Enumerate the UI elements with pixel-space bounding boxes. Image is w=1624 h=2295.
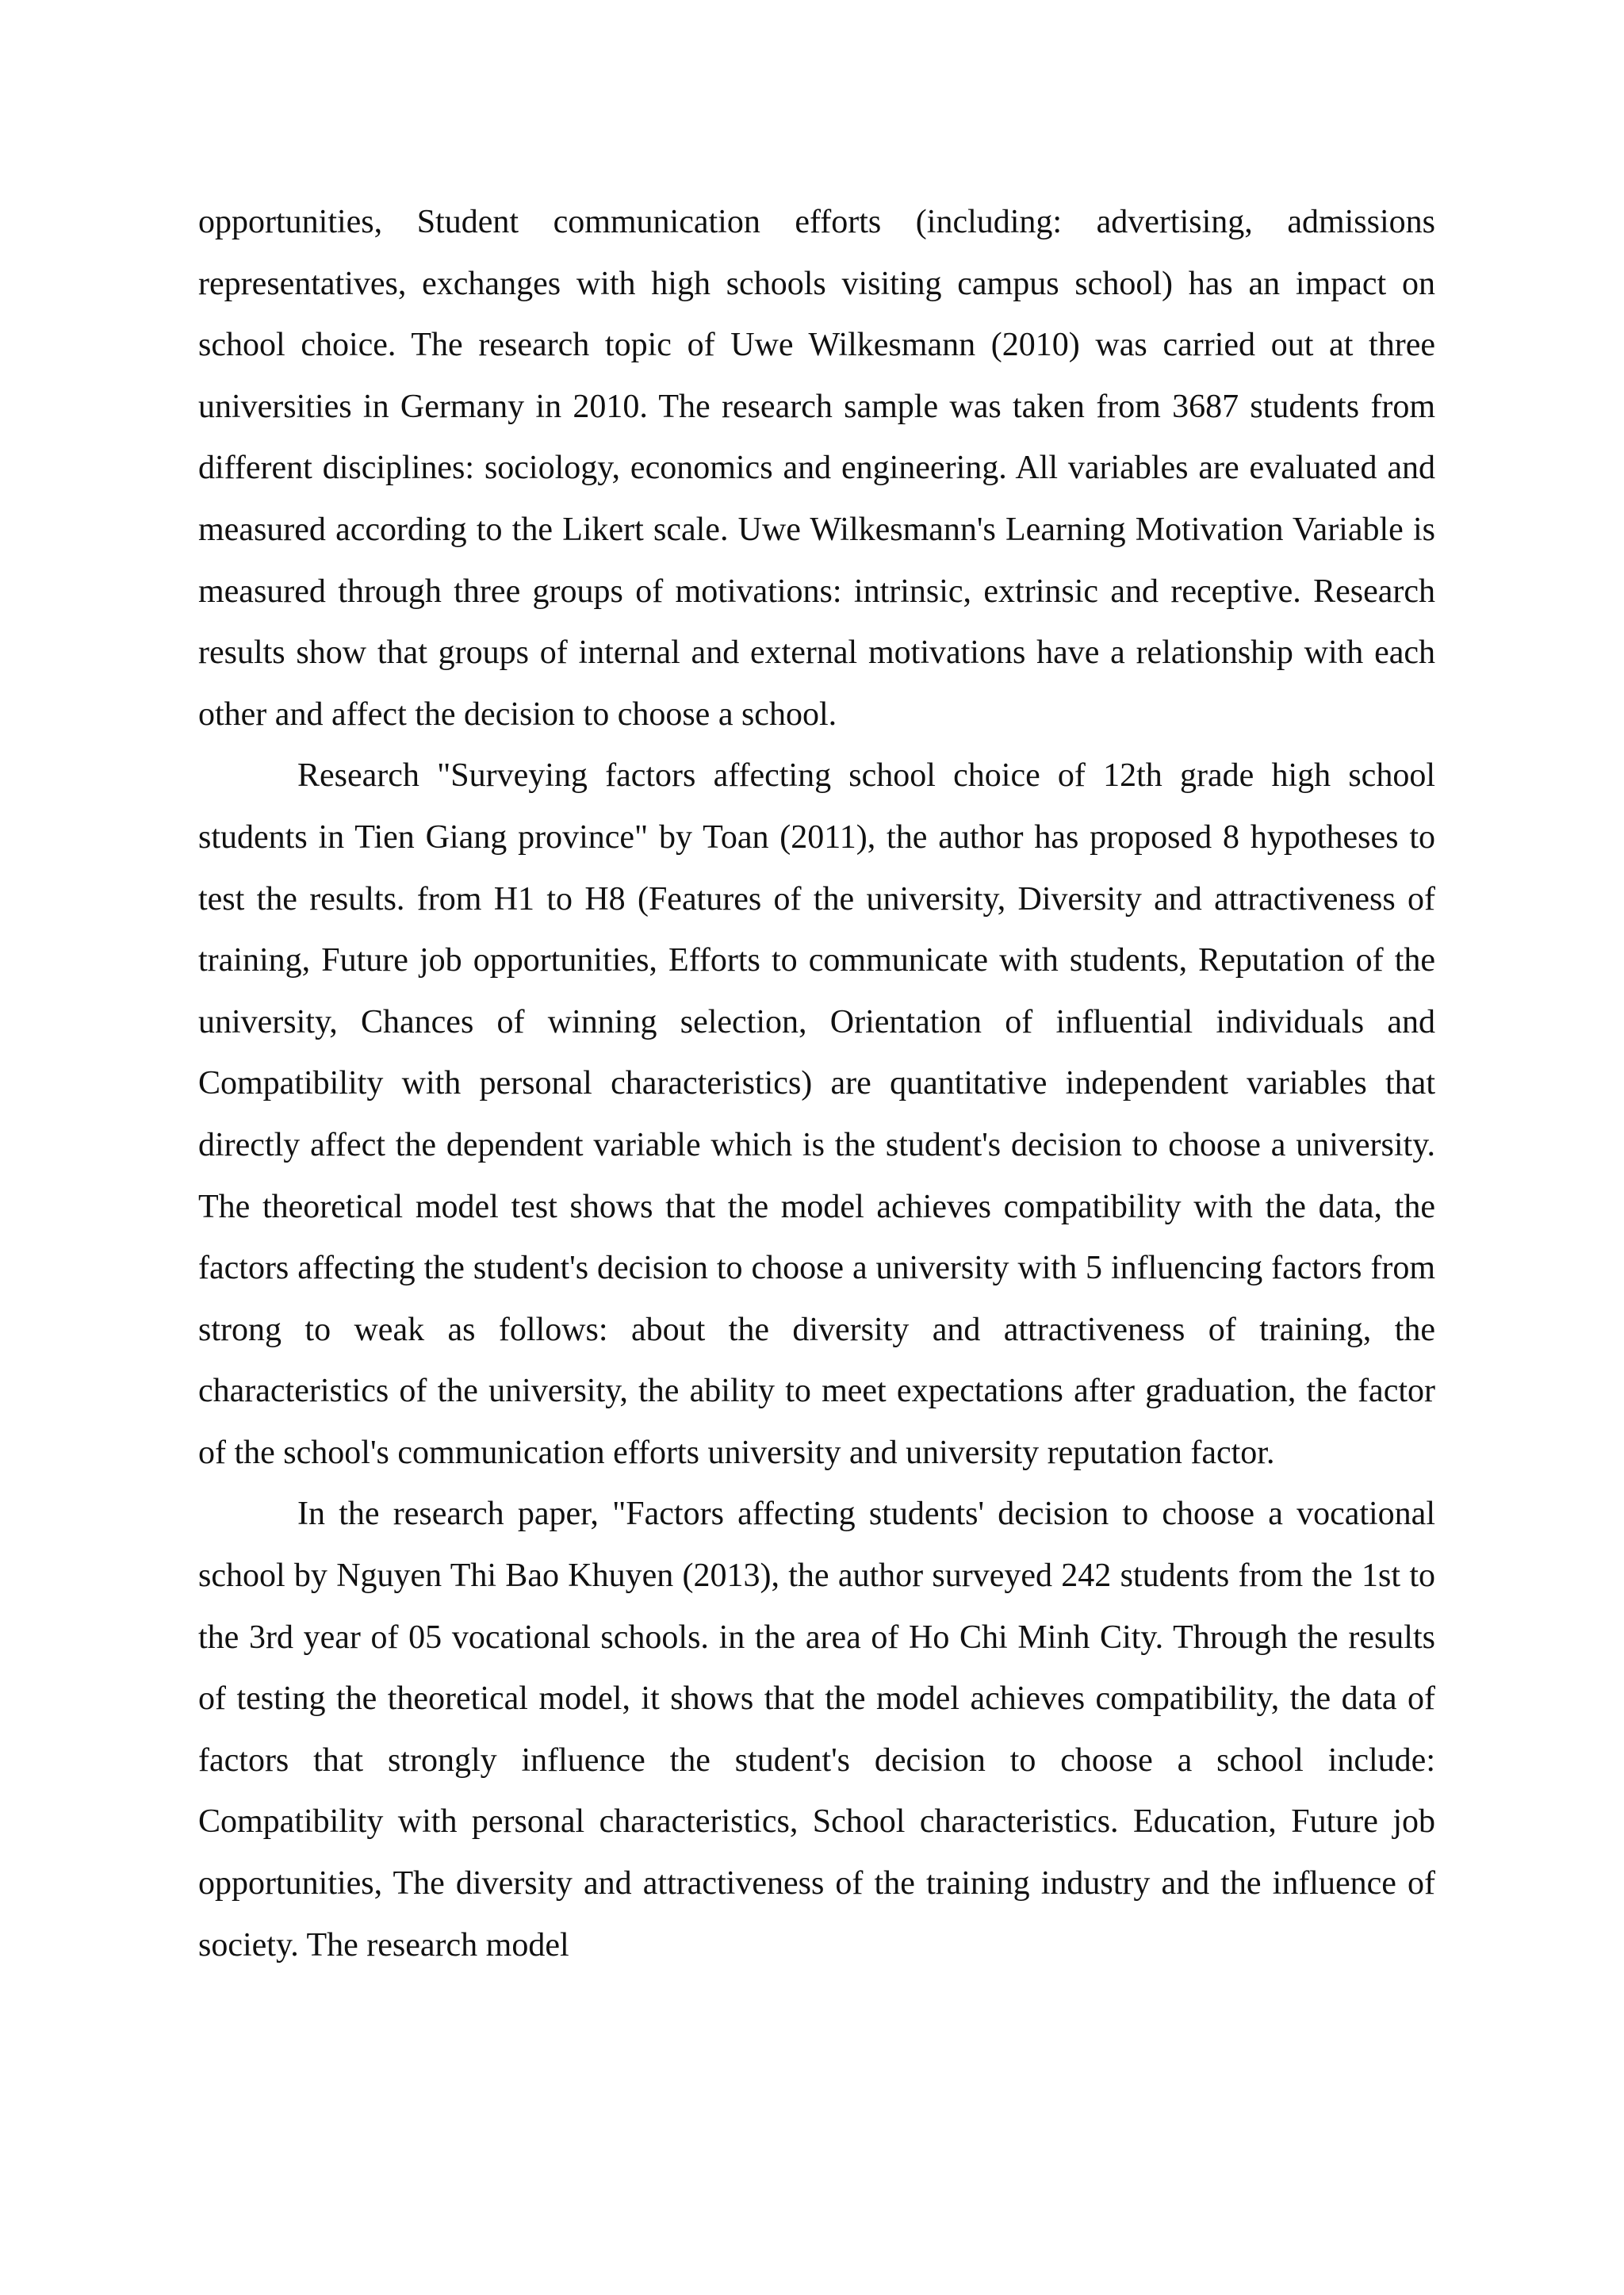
paragraph-2: Research "Surveying factors affecting school choice of 12th grade high school students in Tien Giang province" by Toan (2011), the author has proposed 8 hypotheses to test the results. from H1 to H8 (Features of the university, Diversity and attractiveness of training, Future job opportunities, Efforts to communicate with students, Reputation of the university, Chances of winning selection, Orientation of influential individuals and Compatibility with personal characteristics) are quantitative independent variables that directly affect the dependent variable which is the student's decision to choose a university. The theoretical model test shows that the model achieves compatibility with the data, the factors affecting the student's decision to choose a university with 5 influencing factors from strong to weak as follows: about the diversity and attractiveness of training, the characteristics of the university, the ability to meet expectations after graduation, the factor of the school's communication efforts university and university reputation factor. <box>198 757 1435 1471</box>
body-text <box>198 192 1435 1976</box>
paragraph-1: opportunities, Student communication efforts (including: advertising, admissions representatives, exchanges with high schools visiting campus school) has an impact on school choice. The research topic of Uwe Wilkesmann (2010) was carried out at three universities in Germany in 2010. The research sample was taken from 3687 students from different disciplines: sociology, economics and engineering. All variables are evaluated and measured according to the Likert scale. Uwe Wilkesmann's Learning Motivation Variable is measured through three groups of motivations: intrinsic, extrinsic and receptive. Research results show that groups of internal and external motivations have a relationship with each other and affect the decision to choose a school. <box>198 204 1435 733</box>
paragraph-3: In the research paper, "Factors affecting students' decision to choose a vocational school by Nguyen Thi Bao Khuyen (2013), the author surveyed 242 students from the 1st to the 3rd year of 05 vocational schools. in the area of Ho Chi Minh City. Through the results of testing the theoretical model, it shows that the model achieves compatibility, the data of factors that strongly influence the student's decision to choose a school include: Compatibility with personal characteristics, School characteristics. Education, Future job opportunities, The diversity and attractiveness of the training industry and the influence of society. The research model <box>198 1496 1435 1964</box>
